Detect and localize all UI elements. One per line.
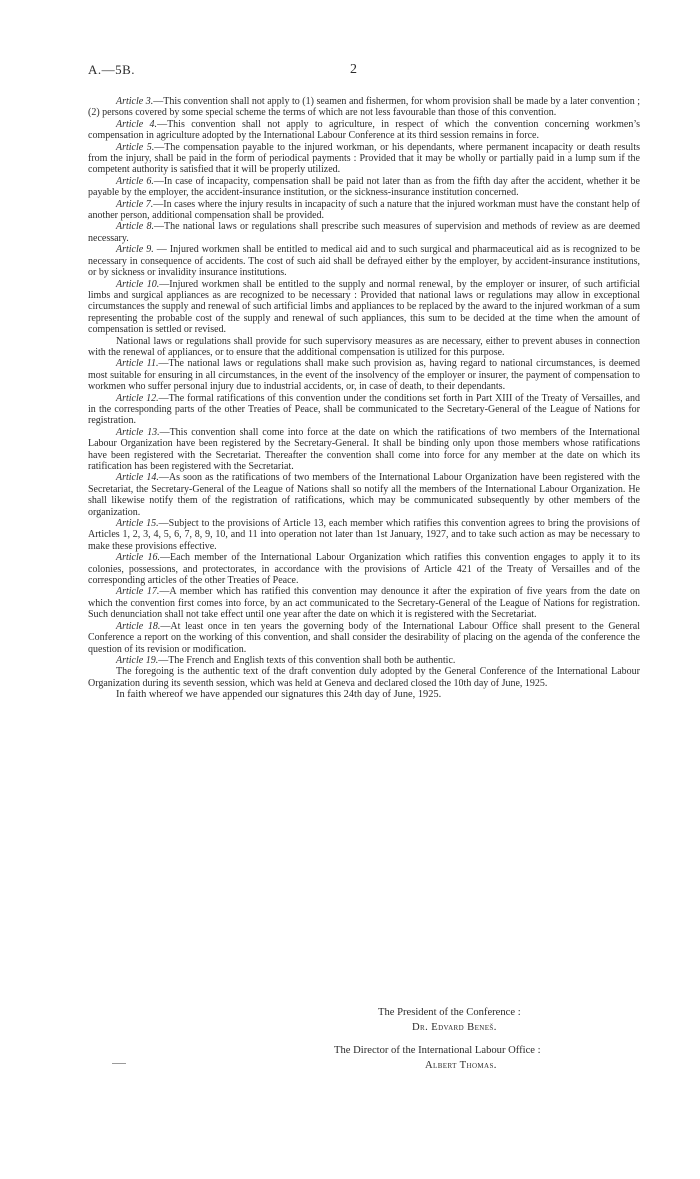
article-text: —Each member of the International Labour Organization which ratifies this convention engages to apply it to its colonies, possessions, and protectorates, in accordance with the provisions of Article 421 of the Treaty of Versailles and of the corresponding articles of the other Treaties of Peace. <box>88 552 641 587</box>
articles-list <box>88 96 640 689</box>
article-text: —Subject to the provisions of Article 13, each member which ratifies this convention agrees to bring the provisions of Articles 1, 2, 3, 4, 5, 6, 7, 8, 9, 10, and 11 into operation not later than 1st January, 1927, and to take such action as may be necessary to make these provisions effective. <box>88 518 640 552</box>
article-text: The foregoing is the authentic text of the draft convention duly adopted by the General Conference of the International Labour Organization during its seventh session, which was held at Geneva and declared closed the 10th day of June, 1925. <box>88 666 640 689</box>
president-title: The President of the Conference : <box>378 1007 521 1018</box>
article-text: — Injured workmen shall be entitled to medical aid and to such surgical and pharmaceutical aid as is recognized to be necessary in consequence of accidents. The cost of such aid shall be defrayed either by the employer, by accident-insurance institutions, or by sickness or invalidity insurance institutions. <box>88 244 641 279</box>
article-label: Article 16. <box>116 552 161 564</box>
article-text: —The national laws or regulations shall prescribe such measures of supervision and methods of review as are deemed necessary. <box>88 221 640 244</box>
article-paragraph <box>88 472 640 518</box>
article-label: Article 10. <box>116 278 160 290</box>
page-header <box>88 62 648 82</box>
closing-statement: In faith whereof we have appended our signatures this 24th day of June, 1925. <box>116 689 442 701</box>
article-label: Article 15. <box>116 518 159 530</box>
article-text: —In cases where the injury results in incapacity of such a nature that the injured workman must have the constant help of another person, additional compensation shall be provided. <box>88 198 640 222</box>
director-title: The Director of the International Labour Office : <box>334 1045 541 1056</box>
document-reference: A.—5B. <box>88 62 136 77</box>
article-label: Article 14. <box>116 472 159 484</box>
article-label: Article 11. <box>116 358 159 370</box>
article-text: —This convention shall come into force at the date on which the ratifications of two members of the International Labour Organization have been registered by the Secretary-General. It shall be binding only upon those members whose ratifications have been registered with the Secretariat. Thereafter the convention shall come into force for any member at the date on which its ratification has been registered with the Secretariat. <box>88 426 640 472</box>
article-label: Article 7. <box>116 198 154 210</box>
article-paragraph <box>88 336 640 359</box>
article-label: Article 8. <box>116 221 155 233</box>
article-text: —In case of incapacity, compensation shall be paid not later than as from the fifth day after the accident, whether it be payable by the employer, the accident-insurance institution, or the sickness-insurance institution concerned. <box>88 175 640 199</box>
article-text: —At least once in ten years the governing body of the International Labour Office shall present to the General Conference a report on the working of this convention, and shall consider the desirability of placing on the agenda of the conference the question of its revision or modification. <box>88 620 640 655</box>
article-label: Article 13. <box>116 426 160 438</box>
article-paragraph <box>88 176 640 199</box>
article-text: —A member which has ratified this convention may denounce it after the expiration of five years from the date on which the convention first comes into force, by an act communicated to the Secretary-General of the League of Nations for registration. Such denunciation shall not take effect until one year after the date on which it is registered with the Secretariat. <box>88 586 640 621</box>
article-text: —This convention shall not apply to (1) seamen and fishermen, for whom provision shall be made by a later convention ; (2) persons covered by some special scheme the terms of which are not less favourable than those of this convention. <box>88 96 641 119</box>
article-paragraph <box>88 96 640 119</box>
article-label: Article 3. <box>116 96 154 107</box>
page-number: 2 <box>350 62 357 77</box>
article-label: Article 4. <box>116 118 158 130</box>
article-text: —The formal ratifications of this convention under the conditions set forth in Part XIII of the Treaty of Versailles, and in the corresponding parts of the other Treaties of Peace, shall be communicated to the Secretary-General of the League of Nations for registration. <box>88 392 640 427</box>
article-text: —The compensation payable to the injured workman, or his dependants, where permanent incapacity or death results from the injury, shall be paid in the form of periodical payments : Provided that it may be wholly or partially paid in a lump sum if the competent authority is satisfied that it will be properly utilized. <box>88 141 640 176</box>
margin-mark <box>112 1063 126 1064</box>
article-label: Article 19. <box>116 654 159 666</box>
article-paragraph <box>88 427 640 473</box>
article-paragraph <box>88 358 640 392</box>
article-paragraph <box>88 199 640 222</box>
article-paragraph <box>88 119 640 142</box>
article-paragraph <box>88 244 640 278</box>
article-label: Article 5. <box>116 141 155 153</box>
article-paragraph <box>88 221 640 244</box>
article-label: Article 18. <box>116 620 161 632</box>
article-paragraph <box>88 621 640 655</box>
article-label: Article 6. <box>116 175 154 187</box>
article-paragraph <box>88 279 640 336</box>
article-paragraph <box>88 666 640 689</box>
article-text: —Injured workmen shall be entitled to the supply and normal renewal, by the employer or insurer, of such artificial limbs and surgical appliances as are recognized to be necessary : Provided that national laws or regulations may allow in exceptional circumstances the supply and renewal of such artificial limbs and appliances to be replaced by the award to the injured workman of a sum representing the probable cost of the supply and renewal of such appliances, this sum to be decided at the time when the amount of compensation is settled or revised. <box>88 278 640 336</box>
article-label: Article 17. <box>116 586 160 598</box>
article-text: National laws or regulations shall provide for such supervisory measures as are necessary, either to prevent abuses in connection with the renewal of appliances, or to ensure that the additional compensation is utilized for this purpose. <box>88 335 640 358</box>
article-text: —As soon as the ratifications of two members of the International Labour Organization have been registered with the Secretariat, the Secretary-General of the League of Nations shall so notify all the members of the International Labour Organization. He shall likewise notify them of the registration of ratifications, which may be communicated subsequently by other members of the organization. <box>88 472 640 518</box>
article-paragraph <box>88 655 640 666</box>
president-name: Dr. Edvard Beneš. <box>412 1022 497 1033</box>
article-label: Article 9. <box>116 244 154 256</box>
article-paragraph <box>88 586 640 620</box>
article-paragraph <box>88 518 640 552</box>
article-paragraph <box>88 393 640 427</box>
article-text: —The national laws or regulations shall make such provision as, having regard to national circumstances, is deemed most suitable for ensuring in all circumstances, in the event of the insolvency of the employer or insurer, the payment of compensation to workmen who suffer personal injury due to industrial accidents, or, in case of death, to their dependants. <box>88 358 640 393</box>
article-label: Article 12. <box>116 392 159 404</box>
article-text: —This convention shall not apply to agriculture, in respect of which the convention concerning workmen’s compensation in agriculture adopted by the International Labour Conference at its third session remains in force. <box>88 118 640 142</box>
article-text: —The French and English texts of this convention shall both be authentic. <box>158 654 456 666</box>
article-paragraph <box>88 142 640 176</box>
article-paragraph <box>88 552 640 586</box>
convention-text <box>88 96 640 701</box>
director-name: Albert Thomas. <box>425 1060 497 1071</box>
